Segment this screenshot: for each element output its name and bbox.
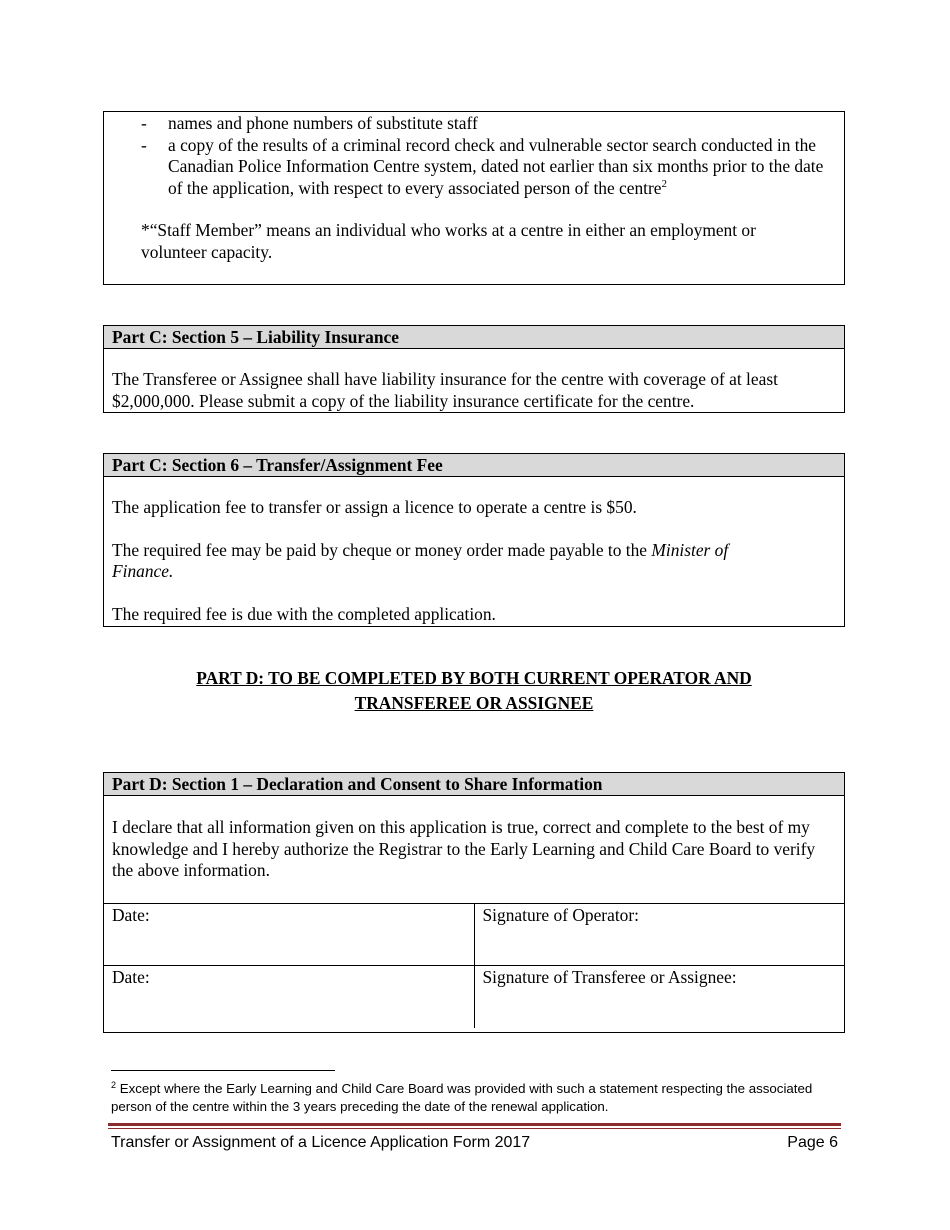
section-5-title: Part C: Section 5 – Liability Insurance bbox=[104, 326, 844, 349]
footer-form-title: Transfer or Assignment of a Licence Application Form 2017 bbox=[111, 1134, 531, 1151]
signature-table bbox=[104, 903, 844, 1028]
requirements-list bbox=[104, 113, 844, 199]
date-field-1[interactable] bbox=[104, 904, 474, 966]
table-row bbox=[104, 904, 844, 966]
staff-member-definition: *“Staff Member” means an individual who works at a centre in either an employment or volunteer capacity. bbox=[141, 220, 756, 262]
part-d-section-1-box bbox=[103, 772, 845, 1033]
declaration-text: I declare that all information given on this application is true, correct and complete to the best of my knowledge and I hereby authorize the Registrar to the Early Learning and Child Care Board to verify the above information. bbox=[112, 817, 816, 880]
list-item bbox=[104, 113, 844, 135]
payable-to-name: Minister of Finance. bbox=[112, 539, 729, 581]
signature-label: Signature of Transferee or Assignee: bbox=[482, 967, 737, 987]
part-d-heading-line-1: PART D: TO BE COMPLETED BY BOTH CURRENT OPERATOR AND bbox=[196, 668, 752, 688]
list-item bbox=[104, 135, 844, 200]
date-field-2[interactable] bbox=[104, 966, 474, 1028]
signature-label: Signature of Operator: bbox=[482, 905, 639, 925]
fee-due-text: The required fee is due with the completed application. bbox=[112, 603, 496, 624]
staff-requirements-box bbox=[103, 111, 845, 285]
footnote-reference: 2 bbox=[661, 177, 668, 190]
bullet-text: a copy of the results of a criminal record check and vulnerable sector search conducted in the Canadian Police Information Centre system, dated not earlier than six months prior to the date of the application, with respect to every associated person of the centre bbox=[168, 134, 824, 198]
payment-method-text bbox=[112, 540, 784, 583]
footnote-text: Except where the Early Learning and Child Care Board was provided with such a statement respecting the associated person of the centre within the 3 years preceding the date of the renewal application. bbox=[111, 1081, 813, 1114]
part-d-section-1-title: Part D: Section 1 – Declaration and Consent to Share Information bbox=[104, 773, 844, 796]
page-footer bbox=[111, 1132, 838, 1154]
operator-signature-field[interactable] bbox=[474, 904, 844, 966]
date-label: Date: bbox=[112, 967, 150, 987]
bullet-dash: - bbox=[141, 113, 147, 133]
transferee-signature-field[interactable] bbox=[474, 966, 844, 1028]
footnote-number: 2 bbox=[111, 1080, 117, 1090]
section-5-box bbox=[103, 325, 845, 413]
footer-rule-thin bbox=[108, 1128, 841, 1129]
date-label: Date: bbox=[112, 905, 150, 925]
footnote-separator bbox=[111, 1070, 335, 1071]
fee-amount-text: The application fee to transfer or assign a licence to operate a centre is $50. bbox=[112, 497, 637, 517]
page-number: Page 6 bbox=[787, 1134, 838, 1151]
bullet-dash: - bbox=[141, 134, 147, 155]
part-d-heading-line-2: TRANSFEREE OR ASSIGNEE bbox=[354, 693, 594, 713]
section-6-box bbox=[103, 453, 845, 627]
section-5-body: The Transferee or Assignee shall have liability insurance for the centre with coverage of at least $2,000,000. Please submit a copy of the liability insurance certificate for the centre. bbox=[112, 369, 778, 411]
section-6-title: Part C: Section 6 – Transfer/Assignment Fee bbox=[104, 454, 844, 477]
part-d-heading bbox=[103, 666, 845, 716]
table-row bbox=[104, 966, 844, 1028]
footer-rule-thick bbox=[108, 1123, 841, 1126]
bullet-text: names and phone numbers of substitute staff bbox=[168, 113, 478, 133]
footnote bbox=[111, 1080, 841, 1116]
payment-method-sentence: The required fee may be paid by cheque or money order made payable to the bbox=[112, 539, 648, 560]
